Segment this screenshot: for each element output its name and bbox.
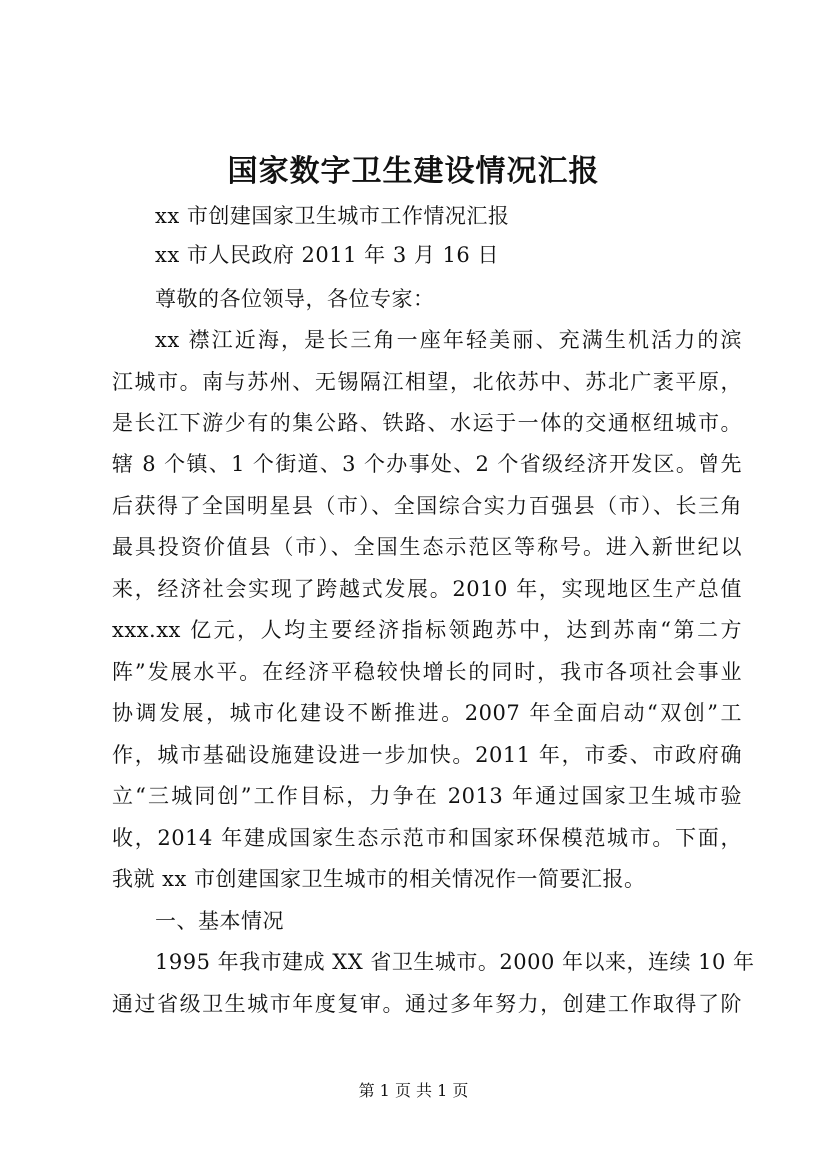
paragraph1-line: 江城市。南与苏州、无锡隔江相望，北依苏中、苏北广袤平原， [112, 370, 742, 394]
date-line: xx 市人民政府 2011 年 3 月 16 日 [155, 243, 499, 267]
paragraph1-line: 我就 xx 市创建国家卫生城市的相关情况作一简要汇报。 [112, 867, 646, 891]
section-heading: 一、基本情况 [155, 909, 284, 933]
paragraph1-line: 作，城市基础设施建设进一步加快。2011 年，市委、市政府确 [112, 743, 742, 767]
paragraph2-line: 通过省级卫生城市年度复审。通过多年努力，创建工作取得了阶 [112, 992, 742, 1016]
document-title: 国家数字卫生建设情况汇报 [227, 154, 600, 189]
paragraph1-line: 来，经济社会实现了跨越式发展。2010 年，实现地区生产总值 [112, 577, 742, 601]
paragraph1-line: xxx.xx 亿元，人均主要经济指标领跑苏中，达到苏南“第二方 [112, 618, 742, 642]
paragraph1-line: 收，2014 年建成国家生态示范市和国家环保模范城市。下面， [112, 826, 742, 850]
page-footer: 第 1 页 共 1 页 [358, 1081, 469, 1100]
paragraph2-line: 1995 年我市建成 XX 省卫生城市。2000 年以来，连续 10 年 [155, 950, 755, 974]
paragraph1-line: 协调发展，城市化建设不断推进。2007 年全面启动“双创”工 [112, 701, 742, 725]
subtitle-line: xx 市创建国家卫生城市工作情况汇报 [155, 204, 510, 228]
paragraph1-line: 最具投资价值县（市）、全国生态示范区等称号。进入新世纪以 [112, 535, 742, 559]
paragraph1-line: 辖 8 个镇、1 个街道、3 个办事处、2 个省级经济开发区。曾先 [112, 452, 742, 476]
paragraph1-line: xx 襟江近海，是长三角一座年轻美丽、充满生机活力的滨 [155, 328, 742, 352]
salutation-line: 尊敬的各位领导，各位专家： [155, 287, 435, 311]
paragraph1-line: 阵”发展水平。在经济平稳较快增长的同时，我市各项社会事业 [112, 660, 742, 684]
paragraph1-line: 后获得了全国明星县（市）、全国综合实力百强县（市）、长三角 [112, 494, 742, 518]
paragraph1-line: 是长江下游少有的集公路、铁路、水运于一体的交通枢纽城市。 [112, 411, 742, 435]
paragraph1-line: 立“三城同创”工作目标，力争在 2013 年通过国家卫生城市验 [112, 784, 742, 808]
